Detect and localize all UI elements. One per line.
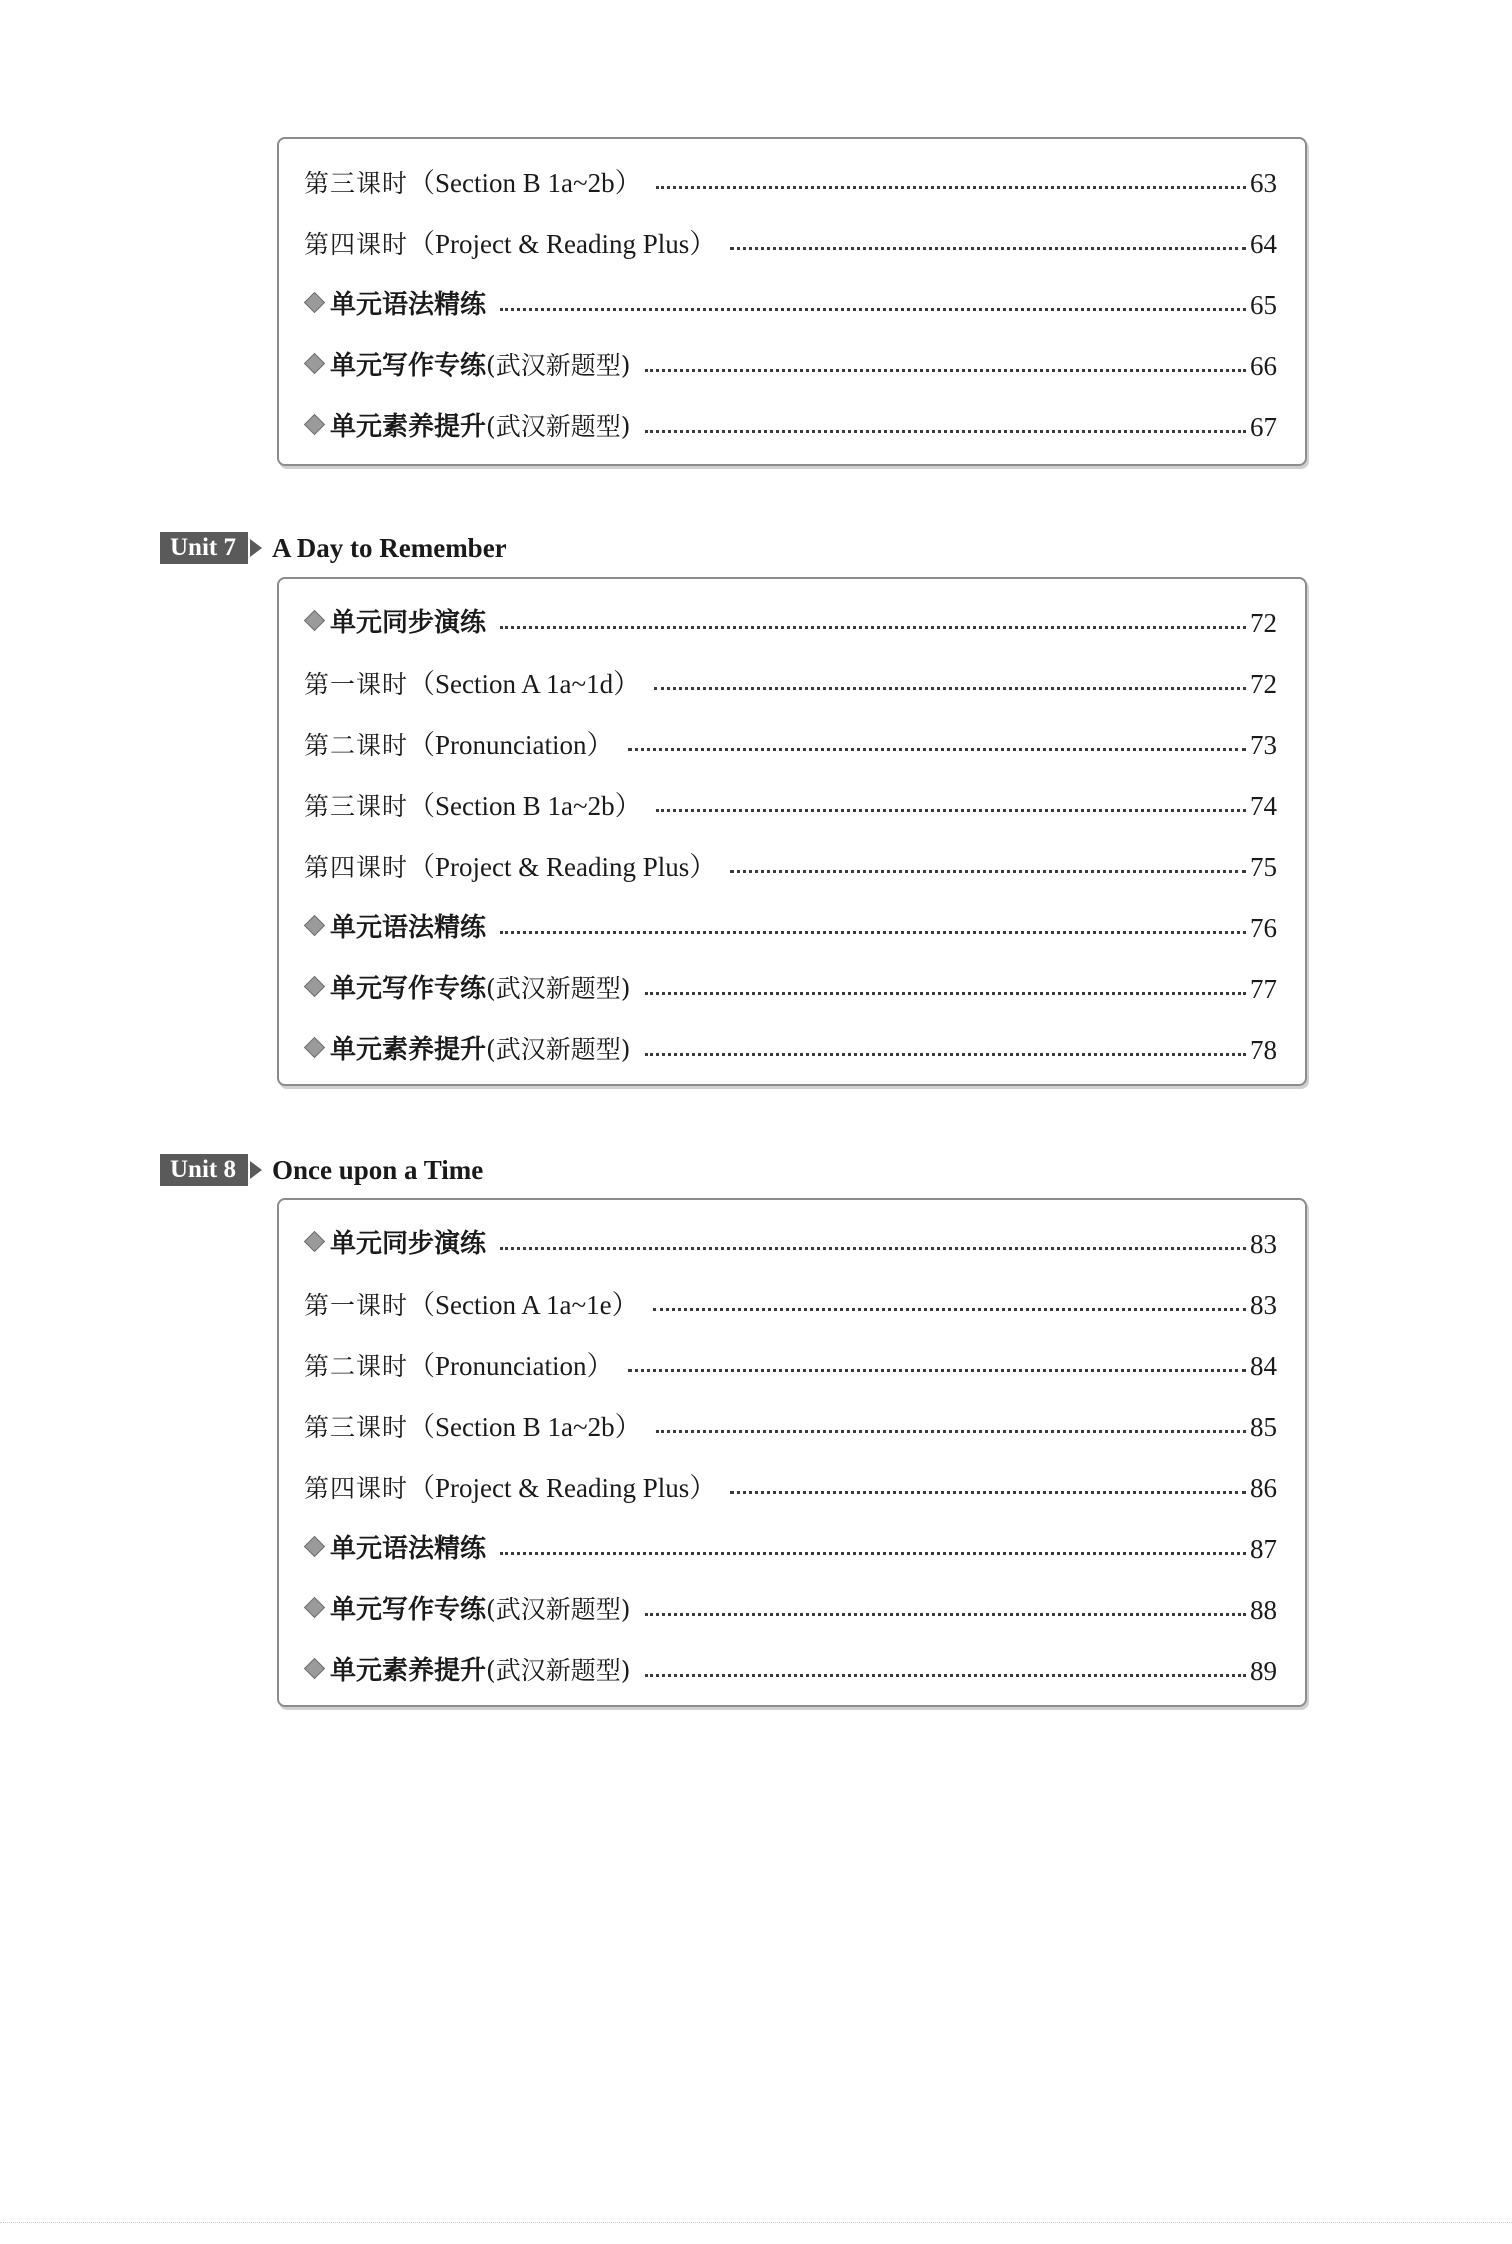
page-number: 77: [1250, 974, 1277, 1004]
toc-entry[interactable]: 单元同步演练 72: [304, 601, 1277, 645]
toc-entry[interactable]: 单元素养提升(武汉新题型) 78: [304, 1028, 1277, 1072]
page-number: 67: [1250, 412, 1277, 442]
page-number: 83: [1250, 1229, 1277, 1259]
leader-dots: [500, 1247, 1246, 1250]
diamond-bullet-icon: [304, 414, 325, 435]
page-number: 73: [1250, 730, 1277, 760]
arrow-right-icon: [250, 539, 262, 557]
unit-title: A Day to Remember: [271, 532, 507, 563]
leader-dots: [645, 1053, 1246, 1056]
toc-entry[interactable]: 单元素养提升(武汉新题型) 89: [304, 1649, 1277, 1693]
diamond-bullet-icon: [304, 976, 325, 997]
leader-dots: [645, 992, 1246, 995]
leader-dots: [500, 308, 1246, 311]
toc-box-unit-8: [277, 1198, 1307, 1707]
page-number: 86: [1250, 1473, 1277, 1503]
page-number: 87: [1250, 1534, 1277, 1564]
leader-dots: [730, 247, 1246, 250]
arrow-right-icon: [250, 1161, 262, 1179]
leader-dots: [656, 186, 1246, 189]
toc-entry[interactable]: 单元写作专练(武汉新题型) 88: [304, 1588, 1277, 1632]
page-number: 72: [1250, 669, 1277, 699]
toc-entry[interactable]: 第一课时（Section A 1a~1e） 83: [304, 1283, 1277, 1327]
toc-entry[interactable]: 第三课时（Section B 1a~2b） 74: [304, 784, 1277, 828]
unit-badge: Unit 8: [160, 1154, 248, 1186]
toc-entry[interactable]: 单元语法精练 65: [304, 283, 1277, 327]
toc-entry[interactable]: 单元写作专练(武汉新题型) 66: [304, 344, 1277, 388]
leader-dots: [730, 870, 1246, 873]
page-number: 74: [1250, 791, 1277, 821]
page-number: 65: [1250, 290, 1277, 320]
unit-8-heading[interactable]: [160, 1152, 483, 1188]
toc-entry[interactable]: 第三课时（Section B 1a~2b） 63: [304, 161, 1277, 205]
leader-dots: [656, 1430, 1246, 1433]
leader-dots: [645, 430, 1246, 433]
toc-entry[interactable]: 单元语法精练 87: [304, 1527, 1277, 1571]
toc-entry[interactable]: 第四课时（Project & Reading Plus） 86: [304, 1466, 1277, 1510]
leader-dots: [730, 1491, 1246, 1494]
toc-entry[interactable]: 第二课时（Pronunciation） 73: [304, 723, 1277, 767]
leader-dots: [645, 369, 1246, 372]
diamond-bullet-icon: [304, 1231, 325, 1252]
page-bottom-edge: [0, 2222, 1512, 2223]
toc-box-unit-7: [277, 577, 1307, 1086]
diamond-bullet-icon: [304, 610, 325, 631]
diamond-bullet-icon: [304, 1597, 325, 1618]
page-number: 88: [1250, 1595, 1277, 1625]
leader-dots: [628, 1369, 1247, 1372]
diamond-bullet-icon: [304, 1658, 325, 1679]
page-number: 76: [1250, 913, 1277, 943]
toc-entry[interactable]: 第二课时（Pronunciation） 84: [304, 1344, 1277, 1388]
leader-dots: [500, 931, 1246, 934]
toc-entry[interactable]: 第四课时（Project & Reading Plus） 75: [304, 845, 1277, 889]
toc-entry[interactable]: 第三课时（Section B 1a~2b） 85: [304, 1405, 1277, 1449]
leader-dots: [656, 809, 1246, 812]
diamond-bullet-icon: [304, 1037, 325, 1058]
toc-entry[interactable]: 单元素养提升(武汉新题型) 67: [304, 405, 1277, 449]
page-number: 78: [1250, 1035, 1277, 1065]
toc-entry[interactable]: 第一课时（Section A 1a~1d） 72: [304, 662, 1277, 706]
toc-box-continued: [277, 137, 1307, 466]
leader-dots: [500, 626, 1246, 629]
leader-dots: [645, 1674, 1246, 1677]
toc-entry[interactable]: 单元语法精练 76: [304, 906, 1277, 950]
diamond-bullet-icon: [304, 353, 325, 374]
page-number: 75: [1250, 852, 1277, 882]
page-number: 83: [1250, 1290, 1277, 1320]
unit-title: Once upon a Time: [271, 1154, 484, 1185]
unit-7-heading[interactable]: [160, 530, 507, 566]
page-number: 64: [1250, 229, 1277, 259]
page-number: 84: [1250, 1351, 1277, 1381]
page-number: 63: [1250, 168, 1277, 198]
toc-entry[interactable]: 单元写作专练(武汉新题型) 77: [304, 967, 1277, 1011]
toc-entry[interactable]: 第四课时（Project & Reading Plus） 64: [304, 222, 1277, 266]
unit-badge: Unit 7: [160, 532, 248, 564]
leader-dots: [628, 748, 1247, 751]
toc-entry[interactable]: 单元同步演练 83: [304, 1222, 1277, 1266]
leader-dots: [500, 1552, 1246, 1555]
page-number: 89: [1250, 1656, 1277, 1686]
diamond-bullet-icon: [304, 1536, 325, 1557]
page-number: 85: [1250, 1412, 1277, 1442]
leader-dots: [654, 687, 1246, 690]
page-number: 66: [1250, 351, 1277, 381]
diamond-bullet-icon: [304, 292, 325, 313]
diamond-bullet-icon: [304, 915, 325, 936]
leader-dots: [645, 1613, 1246, 1616]
page-number: 72: [1250, 608, 1277, 638]
leader-dots: [653, 1308, 1246, 1311]
